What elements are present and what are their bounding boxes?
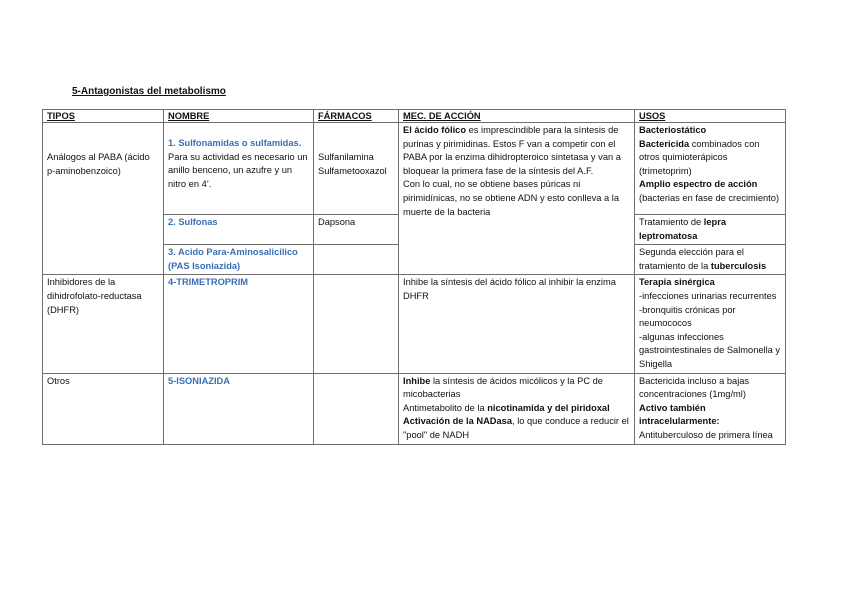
- usos-dhfr-bold-1: Terapia sinérgica: [639, 277, 715, 288]
- table-row: [43, 123, 786, 215]
- nombre-sulfonamidas-cell: [164, 123, 314, 215]
- usos-pas-bold-1: tuberculosis: [710, 260, 767, 271]
- nombre-pas-cell: [164, 245, 314, 275]
- usos-sulfonamidas-bold-1: Bacteriostático: [639, 125, 707, 135]
- usos-sulfonamidas-text-2: combinados con otros quimioterápicos (trimetoprim): [639, 138, 760, 176]
- mec-otros-text-1: la síntesis de ácidos micólicos y la PC de micobacterias: [403, 375, 603, 400]
- mec-otros-bold-2: nicotinamida y del piridoxal: [487, 402, 610, 413]
- mec-paba-bold-1: El ácido fólico: [403, 125, 467, 135]
- usos-sulfonamidas-bold-3: Amplio espectro de acción: [639, 179, 758, 190]
- usos-otros-text-1: Bactericida incluso a bajas concentraciones (1mg/ml): [639, 375, 750, 400]
- nombre-sulfonas: 2. Sulfonas: [168, 217, 218, 227]
- antagonists-table: [42, 109, 786, 445]
- usos-dhfr-line-3: -algunas infecciones gastrointestinales de Salmonella y Shigella: [639, 331, 781, 369]
- header-usos: USOS: [635, 110, 786, 123]
- mec-otros-text-3: , lo que conduce a reducir el "pool" de NADH: [403, 416, 629, 440]
- farmaco-otros-cell: [314, 373, 399, 444]
- nombre-trimetroprim: 4-TRIMETROPRIM: [168, 277, 249, 288]
- mec-dhfr-cell: [399, 275, 635, 373]
- mec-otros-cell: [399, 373, 635, 444]
- farmacos-sulfonamidas-cell: [314, 123, 399, 215]
- nombre-otros-cell: [164, 373, 314, 444]
- mec-otros-bold-1: Inhibe: [403, 375, 431, 386]
- farmaco-sulfonas-cell: [314, 215, 399, 245]
- mec-dhfr: Inhibe la síntesis del ácido fólico al inhibir la enzima DHFR: [403, 277, 616, 301]
- nombre-pas: 3. Acido Para-Aminosalicilico (PAS Isoniazida): [168, 247, 298, 271]
- nombre-dhfr-cell: [164, 275, 314, 373]
- mec-paba-text-1: es imprescindible para la síntesis de purinas y pirimidinas. Estos F van a competir con el PABA por la enzima dihidropteroico sintetasa y van a bloquear la primera fase de la síntesis del A.F.: [403, 125, 621, 176]
- usos-dhfr-cell: [635, 275, 786, 373]
- mec-paba-cell: [399, 123, 635, 275]
- nombre-sulfonamidas-title: 1. Sulfonamidas o sulfamidas.: [168, 138, 302, 148]
- header-nombre: NOMBRE: [164, 110, 314, 123]
- farmaco-sulfametooxazol: Sulfametooxazol: [318, 165, 387, 176]
- tipo-otros: Otros: [47, 375, 70, 386]
- tipo-paba-cell: [43, 123, 164, 275]
- table-header-row: [43, 110, 786, 123]
- mec-paba-text-2: Con lo cual, no se obtiene bases púricas ni pirimidínicas, no se obtiene ADN y esto conlleva a la muerte de la bacteria: [403, 179, 620, 217]
- tipo-dhfr: Inhibidores de la dihidrofolato-reductasa (DHFR): [47, 277, 142, 315]
- farmaco-pas-cell: [314, 245, 399, 275]
- usos-sulfonas-cell: [635, 215, 786, 245]
- document-title: 5-Antagonistas del metabolismo: [72, 86, 226, 97]
- usos-sulfonamidas-bold-2: Bactericida: [639, 138, 690, 149]
- usos-dhfr-line-1: -infecciones urinarias recurrentes: [639, 290, 777, 301]
- usos-dhfr-line-2: -bronquitis crónicas por neumococos: [639, 304, 736, 329]
- header-farmacos: FÁRMACOS: [314, 110, 399, 123]
- farmaco-dhfr-cell: [314, 275, 399, 373]
- tipo-otros-cell: [43, 373, 164, 444]
- usos-otros-bold-1: Activo también intracelularmente:: [639, 402, 720, 427]
- usos-otros-cell: [635, 373, 786, 444]
- tipo-dhfr-cell: [43, 275, 164, 373]
- header-mec-accion: MEC. DE ACCIÓN: [399, 110, 635, 123]
- nombre-isoniazida: 5-ISONIAZIDA: [168, 375, 230, 386]
- usos-sulfonamidas-cell: [635, 123, 786, 215]
- usos-pas-text-1: Segunda elección para el tratamiento de la: [639, 247, 744, 271]
- usos-sulfonamidas-text-3: (bacterias en fase de crecimiento): [639, 192, 780, 203]
- table-row: [43, 373, 786, 444]
- header-tipos: TIPOS: [43, 110, 164, 123]
- usos-otros-text-2: Antituberculoso de primera línea: [639, 429, 773, 440]
- nombre-sulfonamidas-desc: Para su actividad es necesario un anillo benceno, un azufre y un nitro en 4’.: [168, 151, 308, 189]
- farmaco-sulfanilamina: Sulfanilamina: [318, 152, 374, 162]
- farmaco-dapsona: Dapsona: [318, 217, 356, 227]
- tipo-paba: Análogos al PABA (ácido p-aminobenzoico): [47, 152, 150, 176]
- usos-pas-cell: [635, 245, 786, 275]
- nombre-sulfonas-cell: [164, 215, 314, 245]
- mec-otros-bold-3: Activación de la NADasa: [403, 416, 513, 427]
- usos-sulfonas-bold-1: lepra leptromatosa: [639, 217, 726, 241]
- mec-otros-text-2: Antimetabolito de la: [403, 402, 488, 413]
- table-row: [43, 275, 786, 373]
- usos-sulfonas-text-1: Tratamiento de: [639, 217, 704, 227]
